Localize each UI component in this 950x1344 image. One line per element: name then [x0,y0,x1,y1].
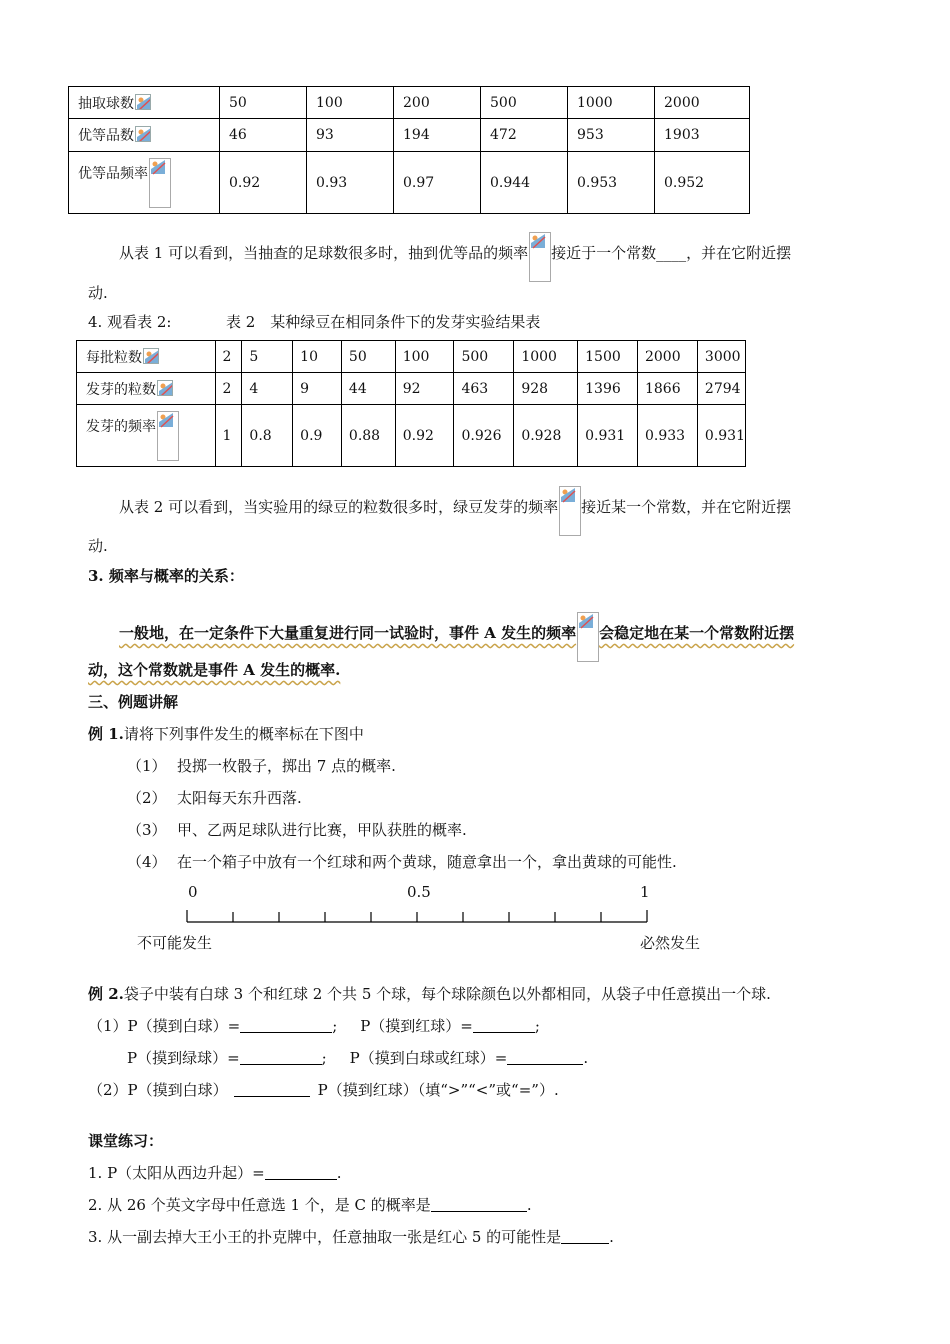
table-cell: 0.953 [568,152,655,214]
table-cell: 0.8 [242,405,293,467]
example-text: 请将下列事件发生的概率标在下图中 [123,725,364,743]
section-3-title: 3. 频率与概率的关系： [88,567,244,585]
list-number: （1） [127,757,167,775]
example-2-q2 [88,1079,559,1100]
practice-item: 2. 从 26 个英文字母中任意选 1 个，是 C 的概率是 . [88,1196,532,1214]
list-item [127,819,467,840]
table-cell: 3000 [697,341,745,373]
numberline-tick-label-0: 0 [188,883,198,901]
example-text: 袋子中装有白球 3 个和红球 2 个共 5 个球，每个球除颜色以外都相同，从袋子中任意摸出一个球. [123,985,771,1003]
row-label: 抽取球数 [69,87,220,119]
row-label: 发芽的粒数 [77,373,216,405]
numberline-tick-label-mid: 0.5 [407,883,431,901]
table-row [77,405,746,467]
example-2 [88,983,771,1004]
practice-item: 1. P（太阳从西边升起）= . [88,1164,342,1182]
table-cell: 1000 [514,341,578,373]
list-item [127,787,302,808]
paragraph-table2-conclusion [119,486,791,536]
table-cell: 44 [341,373,395,405]
list-item [127,755,396,776]
broken-image-icon [149,158,171,208]
broken-image-icon [135,94,151,110]
example-1 [88,723,364,744]
table-cell: 100 [307,87,394,119]
paragraph-text: 接近于一个常数____，并在它附近摆 [551,244,792,262]
table-cell: 0.931 [578,405,638,467]
list-text: 甲、乙两足球队进行比赛，甲队获胜的概率. [177,821,467,839]
list-number: （2） [127,789,167,807]
table-cell: 0.9 [293,405,342,467]
row-label: 优等品数 [69,119,220,152]
table-cell: 500 [454,341,514,373]
table-cell: 0.93 [307,152,394,214]
table-cell: 1396 [578,373,638,405]
table-cell: 0.926 [454,405,514,467]
practice-item: 3. 从一副去掉大王小王的扑克牌中，任意抽取一张是红心 5 的可能性是 . [88,1228,614,1246]
practice-text: 3. 从一副去掉大王小王的扑克牌中，任意抽取一张是红心 5 的可能性是 [88,1228,562,1246]
list-item [127,851,677,872]
practice-text: 1. P（太阳从西边升起）= [88,1164,265,1182]
table-cell: 50 [341,341,395,373]
table-row [69,119,750,152]
answer-blank[interactable] [240,1064,322,1065]
table-cell: 463 [454,373,514,405]
numberline-right-label: 必然发生 [640,934,701,952]
table-cell: 1 [215,405,242,467]
example-label: 例 2. [88,985,124,1003]
table-row [69,152,750,214]
paragraph-continuation: 动. [88,537,108,555]
answer-blank[interactable] [561,1243,609,1244]
answer-blank[interactable] [507,1064,583,1065]
table-cell: 100 [395,341,454,373]
table-2 [76,340,746,467]
definition-paragraph [119,612,794,662]
table-cell: 0.931 [697,405,745,467]
question-text: P（摸到红球）（填“>”“<”或“=”）. [317,1081,559,1099]
table-2-caption: 表 2 某种绿豆在相同条件下的发芽实验结果表 [226,313,541,331]
table-cell: 1866 [637,373,697,405]
table-cell: 0.88 [341,405,395,467]
table-cell: 93 [307,119,394,152]
practice-title: 课堂练习： [88,1132,164,1150]
table-cell: 953 [568,119,655,152]
answer-blank[interactable] [265,1179,337,1180]
table-cell: 0.952 [655,152,750,214]
numberline-tick-label-1: 1 [640,883,650,901]
table-cell: 0.92 [220,152,307,214]
answer-blank[interactable] [473,1032,535,1033]
answer-blank[interactable] [240,1032,332,1033]
table-cell: 4 [242,373,293,405]
question-text: （1）P（摸到白球）= [88,1017,241,1035]
table-cell: 472 [481,119,568,152]
answer-blank[interactable] [234,1096,310,1097]
paragraph-table1-conclusion [119,232,791,282]
table-cell: 2794 [697,373,745,405]
table-row [77,341,746,373]
definition-text: 动，这个常数就是事件 A 发生的概率. [88,661,341,679]
table-cell: 50 [220,87,307,119]
broken-image-icon [157,411,179,461]
numberline-left-label: 不可能发生 [137,934,213,952]
paragraph-text: 接近某一个常数，并在它附近摆 [581,498,792,516]
table-cell: 1500 [578,341,638,373]
list-number: （4） [127,853,167,871]
table-cell: 2000 [655,87,750,119]
broken-image-icon [559,486,581,536]
definition-continuation [88,659,340,680]
examples-heading: 三、例题讲解 [88,693,179,711]
table-cell: 2 [215,373,242,405]
table-cell: 928 [514,373,578,405]
table-cell: 5 [242,341,293,373]
list-text: 在一个箱子中放有一个红球和两个黄球，随意拿出一个，拿出黄球的可能性. [177,853,677,871]
example-label: 例 1. [88,725,124,743]
broken-image-icon [577,612,599,662]
paragraph-text: 从表 1 可以看到，当抽查的足球数很多时，抽到优等品的频率 [119,244,529,262]
paragraph-continuation: 动. [88,284,108,302]
section-4-intro: 4. 观看表 2: [88,313,172,331]
question-text: P（摸到绿球）= [127,1049,240,1067]
table-cell: 2 [215,341,242,373]
question-text: （2）P（摸到白球） [88,1081,228,1099]
definition-text: 一般地，在一定条件下大量重复进行同一试验时，事件 A 发生的频率 [119,624,577,642]
list-text: 太阳每天东升西落. [177,789,302,807]
table-cell: 1000 [568,87,655,119]
table-cell: 0.928 [514,405,578,467]
table-cell: 200 [394,87,481,119]
table-cell: 0.97 [394,152,481,214]
table-cell: 9 [293,373,342,405]
example-2-q1-line2: P（摸到绿球）= ; P（摸到白球或红球）= . [127,1049,589,1067]
list-text: 投掷一枚骰子，掷出 7 点的概率. [177,757,396,775]
question-text: P（摸到红球）= [360,1017,473,1035]
table-row [77,373,746,405]
row-label: 每批粒数 [77,341,216,373]
broken-image-icon [143,348,159,364]
table-cell: 2000 [637,341,697,373]
table-cell: 0.933 [637,405,697,467]
table-cell: 1903 [655,119,750,152]
broken-image-icon [529,232,551,282]
table-cell: 500 [481,87,568,119]
answer-blank[interactable] [431,1211,527,1212]
table-cell: 92 [395,373,454,405]
definition-text: 会稳定地在某一个常数附近摆 [599,624,795,642]
probability-number-line [186,906,648,924]
table-cell: 0.92 [395,405,454,467]
table-cell: 10 [293,341,342,373]
table-cell: 0.944 [481,152,568,214]
list-number: （3） [127,821,167,839]
practice-text: 2. 从 26 个英文字母中任意选 1 个，是 C 的概率是 [88,1196,431,1214]
example-2-q1-line1: （1）P（摸到白球）= ; P（摸到红球）= ; [88,1017,540,1035]
broken-image-icon [135,126,151,142]
table-cell: 194 [394,119,481,152]
broken-image-icon [157,380,173,396]
row-label: 优等品频率 [69,152,220,214]
table-cell: 46 [220,119,307,152]
question-text: P（摸到白球或红球）= [349,1049,508,1067]
table-1 [68,86,750,214]
paragraph-text: 从表 2 可以看到，当实验用的绿豆的粒数很多时，绿豆发芽的频率 [119,498,559,516]
row-label: 发芽的频率 [77,405,216,467]
table-row [69,87,750,119]
